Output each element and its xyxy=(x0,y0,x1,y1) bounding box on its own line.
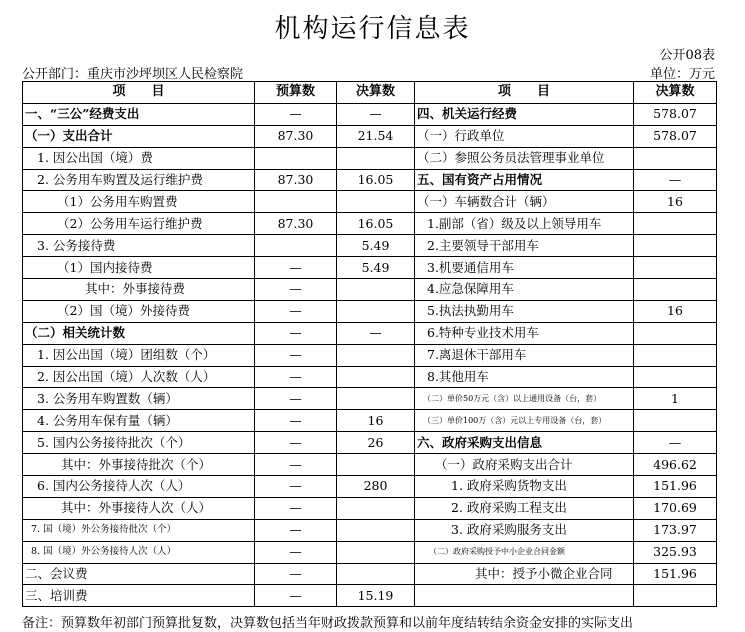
row-budget-value: — xyxy=(255,519,337,541)
row-item-left: （2）公务用车运行维护费 xyxy=(23,213,255,235)
table-row xyxy=(23,147,717,169)
row-right-value xyxy=(634,322,717,344)
row-item-left: 1. 因公出国（境）团组数（个） xyxy=(23,344,255,366)
table-row xyxy=(23,432,717,454)
row-right-value: 16 xyxy=(634,191,717,213)
row-final-value xyxy=(337,300,415,322)
row-item-right: 1.副部（省）级及以上领导用车 xyxy=(415,213,634,235)
row-item-left: 5. 国内公务接待批次（个） xyxy=(23,432,255,454)
table-row xyxy=(23,476,717,498)
table-row xyxy=(23,235,717,257)
row-right-value: 151.96 xyxy=(634,563,717,585)
header-item-left: 项 目 xyxy=(23,82,255,104)
department-label: 公开部门：重庆市沙坪坝区人民检察院 xyxy=(22,67,244,82)
row-final-value: 16.05 xyxy=(337,169,415,191)
row-budget-value: — xyxy=(255,300,337,322)
row-final-value: 21.54 xyxy=(337,125,415,147)
row-budget-value: — xyxy=(255,366,337,388)
row-final-value xyxy=(337,191,415,213)
row-item-right: （三）单价100万（含）元以上专用设备（台，套） xyxy=(415,410,634,432)
row-item-left: 6. 国内公务接待人次（人） xyxy=(23,476,255,498)
row-budget-value xyxy=(255,191,337,213)
row-item-right: 4.应急保障用车 xyxy=(415,279,634,301)
row-item-left: 7. 国（境）外公务接待批次（个） xyxy=(23,519,255,541)
row-budget-value: — xyxy=(255,103,337,125)
table-row xyxy=(23,300,717,322)
row-budget-value: — xyxy=(255,410,337,432)
row-right-value: 325.93 xyxy=(634,541,717,563)
row-item-right: （一）行政单位 xyxy=(415,125,634,147)
row-item-left: 3. 公务用车购置数（辆） xyxy=(23,388,255,410)
row-final-value xyxy=(337,563,415,585)
row-item-left: 8. 国（境）外公务接待人次（人） xyxy=(23,541,255,563)
header-final-left: 决算数 xyxy=(337,82,415,104)
row-item-left: （1）公务用车购置费 xyxy=(23,191,255,213)
row-item-left: 其中：外事接待费 xyxy=(23,279,255,301)
row-budget-value: — xyxy=(255,454,337,476)
row-item-left: 4. 公务用车保有量（辆） xyxy=(23,410,255,432)
row-item-left: （一）支出合计 xyxy=(23,125,255,147)
row-right-value xyxy=(634,366,717,388)
row-budget-value: — xyxy=(255,476,337,498)
row-right-value: 578.07 xyxy=(634,103,717,125)
row-final-value: 16 xyxy=(337,410,415,432)
row-item-left: 3. 公务接待费 xyxy=(23,235,255,257)
row-final-value: 16.05 xyxy=(337,213,415,235)
table-row xyxy=(23,563,717,585)
row-item-right: （二）单价50万元（含）以上通用设备（台，套） xyxy=(415,388,634,410)
row-item-right: 四、机关运行经费 xyxy=(415,103,634,125)
row-item-right: 5.执法执勤用车 xyxy=(415,300,634,322)
row-right-value: 16 xyxy=(634,300,717,322)
info-table xyxy=(22,81,717,607)
row-right-value xyxy=(634,147,717,169)
row-right-value xyxy=(634,213,717,235)
unit-label: 单位：万元 xyxy=(649,67,715,82)
row-item-right: 2. 政府采购工程支出 xyxy=(415,497,634,519)
row-item-right: 7.离退休干部用车 xyxy=(415,344,634,366)
row-item-right: 8.其他用车 xyxy=(415,366,634,388)
row-final-value: 26 xyxy=(337,432,415,454)
row-right-value: 578.07 xyxy=(634,125,717,147)
row-budget-value: 87.30 xyxy=(255,169,337,191)
row-final-value xyxy=(337,344,415,366)
row-item-left: 三、培训费 xyxy=(23,585,255,607)
table-row xyxy=(23,388,717,410)
header-final-right: 决算数 xyxy=(634,82,717,104)
row-item-left: 其中：外事接待批次（个） xyxy=(23,454,255,476)
row-right-value: 151.96 xyxy=(634,476,717,498)
row-item-left: 2. 公务用车购置及运行维护费 xyxy=(23,169,255,191)
row-item-left: 2. 因公出国（境）人次数（人） xyxy=(23,366,255,388)
table-row xyxy=(23,213,717,235)
row-item-right: 六、政府采购支出信息 xyxy=(415,432,634,454)
row-right-value: — xyxy=(634,432,717,454)
row-item-right: （二）政府采购授予中小企业合同金额 xyxy=(415,541,634,563)
table-row xyxy=(23,257,717,279)
row-final-value: 280 xyxy=(337,476,415,498)
table-row xyxy=(23,454,717,476)
row-budget-value: 87.30 xyxy=(255,213,337,235)
row-final-value xyxy=(337,497,415,519)
row-final-value xyxy=(337,519,415,541)
row-budget-value: — xyxy=(255,279,337,301)
row-item-right: 1. 政府采购货物支出 xyxy=(415,476,634,498)
row-right-value: 1 xyxy=(634,388,717,410)
table-row xyxy=(23,410,717,432)
table-row xyxy=(23,519,717,541)
row-item-left: 二、会议费 xyxy=(23,563,255,585)
table-header-row xyxy=(23,82,717,104)
row-final-value: — xyxy=(337,103,415,125)
row-item-right: （二）参照公务员法管理事业单位 xyxy=(415,147,634,169)
table-row xyxy=(23,103,717,125)
table-row xyxy=(23,169,717,191)
row-right-value xyxy=(634,585,717,607)
row-item-left: 1. 因公出国（境）费 xyxy=(23,147,255,169)
row-item-right: （一）车辆数合计（辆） xyxy=(415,191,634,213)
row-budget-value: — xyxy=(255,388,337,410)
row-budget-value: — xyxy=(255,541,337,563)
row-item-left: 一、“三公”经费支出 xyxy=(23,103,255,125)
row-item-left: 其中：外事接待人次（人） xyxy=(23,497,255,519)
row-budget-value: — xyxy=(255,322,337,344)
footnote: 备注：预算数年初部门预算批复数，决算数包括当年财政拨款预算和以前年度结转结余资金安排的实际支出 xyxy=(22,616,634,631)
table-row xyxy=(23,125,717,147)
row-right-value: 173.97 xyxy=(634,519,717,541)
row-budget-value: — xyxy=(255,257,337,279)
table-row xyxy=(23,497,717,519)
row-budget-value xyxy=(255,147,337,169)
row-right-value xyxy=(634,257,717,279)
row-right-value: 170.69 xyxy=(634,497,717,519)
row-budget-value: — xyxy=(255,432,337,454)
header-item-right: 项 目 xyxy=(415,82,634,104)
row-final-value xyxy=(337,147,415,169)
row-right-value xyxy=(634,279,717,301)
row-item-right: 五、国有资产占用情况 xyxy=(415,169,634,191)
row-item-left: （二）相关统计数 xyxy=(23,322,255,344)
row-item-right xyxy=(415,585,634,607)
row-item-left: （1）国内接待费 xyxy=(23,257,255,279)
row-final-value xyxy=(337,279,415,301)
row-item-left: （2）国（境）外接待费 xyxy=(23,300,255,322)
row-item-right: 3.机要通信用车 xyxy=(415,257,634,279)
row-item-right: 6.特种专业技术用车 xyxy=(415,322,634,344)
row-right-value xyxy=(634,410,717,432)
table-row xyxy=(23,585,717,607)
row-item-right: （一）政府采购支出合计 xyxy=(415,454,634,476)
row-budget-value: — xyxy=(255,585,337,607)
row-final-value: 5.49 xyxy=(337,235,415,257)
row-final-value xyxy=(337,388,415,410)
row-item-right: 其中：授予小微企业合同 xyxy=(415,563,634,585)
table-row xyxy=(23,279,717,301)
header-budget: 预算数 xyxy=(255,82,337,104)
row-budget-value xyxy=(255,235,337,257)
row-final-value: 5.49 xyxy=(337,257,415,279)
row-budget-value: — xyxy=(255,563,337,585)
row-item-right: 3. 政府采购服务支出 xyxy=(415,519,634,541)
row-final-value xyxy=(337,541,415,563)
table-row xyxy=(23,322,717,344)
row-right-value: — xyxy=(634,169,717,191)
row-final-value: 15.19 xyxy=(337,585,415,607)
row-final-value xyxy=(337,454,415,476)
form-code: 公开08表 xyxy=(659,48,715,63)
page-title: 机构运行信息表 xyxy=(274,14,471,44)
row-right-value xyxy=(634,235,717,257)
table-row xyxy=(23,366,717,388)
table-row xyxy=(23,191,717,213)
row-final-value xyxy=(337,366,415,388)
row-right-value: 496.62 xyxy=(634,454,717,476)
table-row xyxy=(23,344,717,366)
row-final-value: — xyxy=(337,322,415,344)
row-right-value xyxy=(634,344,717,366)
table-row xyxy=(23,541,717,563)
row-budget-value: 87.30 xyxy=(255,125,337,147)
row-budget-value: — xyxy=(255,344,337,366)
row-budget-value: — xyxy=(255,497,337,519)
row-item-right: 2.主要领导干部用车 xyxy=(415,235,634,257)
